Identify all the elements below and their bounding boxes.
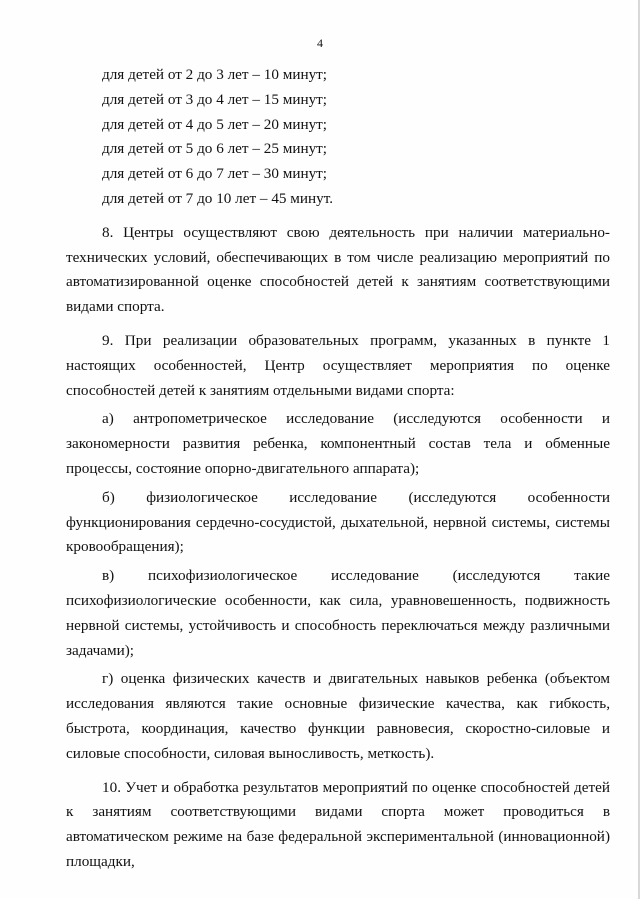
page-number: 4 xyxy=(317,36,323,50)
paragraph-8: 8. Центры осуществляют свою деятельность при наличии материально-технических условий, обеспечивающих в том числе реализацию мероприятий по автоматизированной оценке способностей детей к занятиям соответствующими видами спорта. xyxy=(66,223,610,316)
duration-item: для детей от 7 до 10 лет – 45 минут. xyxy=(102,189,334,207)
duration-item: для детей от 3 до 4 лет – 15 минут; xyxy=(102,90,328,108)
subitem-v: в) психофизиологическое исследование (исследуются такие психофизиологические особенности, как сила, уравновешенность, подвижность нервной системы, устойчивость и способность переключаться между различными задачами); xyxy=(66,567,610,659)
subitem-b: б) физиологическое исследование (исследуются особенности функционирования сердечно-сосудистой, дыхательной, нервной системы, системы кровообращения); xyxy=(66,488,610,556)
document-body xyxy=(66,63,610,875)
paragraph-9: 9. При реализации образовательных программ, указанных в пункте 1 настоящих особенностей, Центр осуществляет мероприятия по оценке способностей детей к занятиям отдельными видами спорта: xyxy=(66,331,610,399)
paragraph-10: 10. Учет и обработка результатов мероприятий по оценке способностей детей к занятиям соответствующими видами спорта может проводиться в автоматическом режиме на базе федеральной экспериментальной (инновационной) площадки, xyxy=(66,778,610,870)
duration-item: для детей от 6 до 7 лет – 30 минут; xyxy=(102,165,328,183)
duration-list xyxy=(66,63,610,212)
duration-item: для детей от 5 до 6 лет – 25 минут; xyxy=(102,140,328,158)
duration-item: для детей от 2 до 3 лет – 10 минут; xyxy=(102,66,328,83)
subitem-a: а) антропометрическое исследование (исследуются особенности и закономерности развития ребенка, компонентный состав тела и обменные процессы, состояние опорно-двигательного аппарата); xyxy=(66,410,610,477)
subitem-g: г) оценка физических качеств и двигательных навыков ребенка (объектом исследования являются такие основные физические качества, как гибкость, быстрота, координация, качество функции равновесия, скоростно-силовые и силовые способности, силовая выносливость, меткость). xyxy=(66,670,610,762)
duration-item: для детей от 4 до 5 лет – 20 минут; xyxy=(102,115,328,133)
